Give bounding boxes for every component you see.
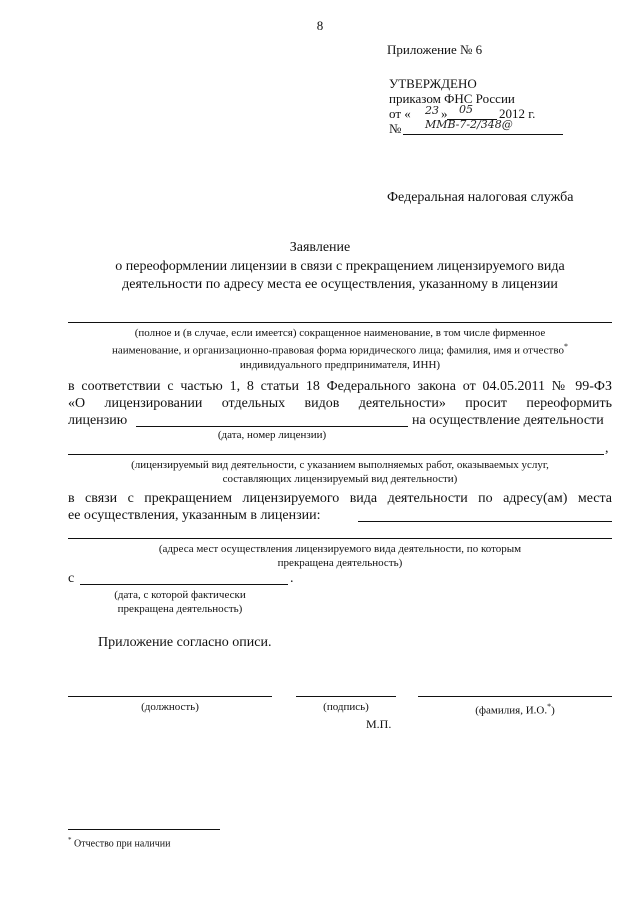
appendix-label: Приложение № 6 <box>387 42 483 57</box>
addresses-field-2[interactable] <box>68 538 612 539</box>
license-word: лицензию <box>68 413 128 428</box>
approval-heading: УТВЕРЖДЕНО <box>389 76 477 91</box>
approval-number-prefix: № <box>389 121 402 136</box>
approval-date-suffix: 2012 г. <box>499 106 536 121</box>
activity-note-line1: (лицензируемый вид деятельности, с указанием выполняемых работ, оказываемых услуг, <box>131 459 549 471</box>
law-line-2: «О лицензировании отдельных видов деятельности» просит переоформить <box>68 396 612 411</box>
signature-note: (подпись) <box>323 701 369 713</box>
from-date-note-line2: прекращена деятельность) <box>117 603 243 615</box>
approval-month: 05 <box>459 103 473 116</box>
position-field[interactable] <box>68 696 272 697</box>
activity-field[interactable] <box>68 454 604 455</box>
name-note-star: * <box>547 702 552 711</box>
stamp-label: М.П. <box>366 717 392 731</box>
footnote <box>68 836 170 849</box>
name-note <box>418 700 612 718</box>
approval-number-value: ММВ-7-2/348@ <box>425 118 513 131</box>
activity-note-line2: составляющих лицензируемый вид деятельности) <box>222 473 458 485</box>
approval-order-line: приказом ФНС России <box>389 91 515 106</box>
activity-note <box>68 458 612 486</box>
position-note: (должность) <box>141 701 199 713</box>
applicant-note-star: * <box>563 342 568 351</box>
name-field[interactable] <box>418 696 612 697</box>
cease-line-2: ее осуществления, указанным в лицензии: <box>68 508 321 523</box>
form-subtitle: о переоформлении лицензии в связи с прекращением лицензируемого вида деятельности по адресу места ее осуществления, указанному в лицензии <box>115 259 565 292</box>
approval-block <box>389 76 569 136</box>
footnote-separator <box>68 829 220 830</box>
approval-date-mid: » <box>441 106 448 121</box>
approval-number <box>389 118 569 136</box>
from-prefix: с <box>68 571 75 586</box>
page-number: 8 <box>316 18 324 33</box>
addresses-field-1[interactable] <box>358 521 612 522</box>
name-note-text: (фамилия, И.О. <box>475 704 548 717</box>
applicant-field[interactable] <box>68 322 612 323</box>
license-note: (дата, номер лицензии) <box>217 429 327 441</box>
law-line-1: в соответствии с частью 1, 8 статьи 18 Федерального закона от 04.05.2011 № 99-ФЗ <box>68 379 612 394</box>
attachment-text: Приложение согласно описи. <box>98 635 272 650</box>
from-date-field[interactable] <box>80 584 288 585</box>
from-date-note-line1: (дата, с которой фактически <box>114 589 246 601</box>
addresses-note-line2: прекращена деятельность) <box>277 557 403 569</box>
approval-day: 23 <box>425 104 439 117</box>
from-period: . <box>290 571 294 586</box>
license-field[interactable] <box>136 426 408 427</box>
footnote-star: * <box>68 836 72 844</box>
applicant-note-line2: наименование, и организационно-правовая форма юридического лица; фамилия, имя и отчество <box>112 344 564 357</box>
applicant-note-line3: индивидуального предпринимателя, ИНН) <box>239 358 441 371</box>
signature-field[interactable] <box>296 696 396 697</box>
form-title: Заявление <box>289 240 351 255</box>
applicant-note <box>68 326 612 372</box>
approval-number-rule <box>403 134 563 135</box>
applicant-note-line1: (полное и (в случае, если имеется) сокращенное наименование, в том числе фирменное <box>134 327 546 339</box>
applicant-note-line2-wrap <box>68 340 612 358</box>
name-note-close: ) <box>551 704 555 717</box>
from-date-note <box>80 588 280 616</box>
approval-date-prefix: от « <box>389 106 411 121</box>
activity-comma: , <box>605 441 609 456</box>
authority-name: Федеральная налоговая служба <box>387 190 574 205</box>
addresses-note <box>68 542 612 570</box>
addresses-note-line1: (адреса мест осуществления лицензируемого вида деятельности, по которым <box>158 543 522 555</box>
footnote-text: Отчество при наличии <box>74 838 171 850</box>
license-after: на осуществление деятельности <box>412 413 604 428</box>
cease-line-1: в связи с прекращением лицензируемого вида деятельности по адресу(ам) места <box>68 491 612 506</box>
